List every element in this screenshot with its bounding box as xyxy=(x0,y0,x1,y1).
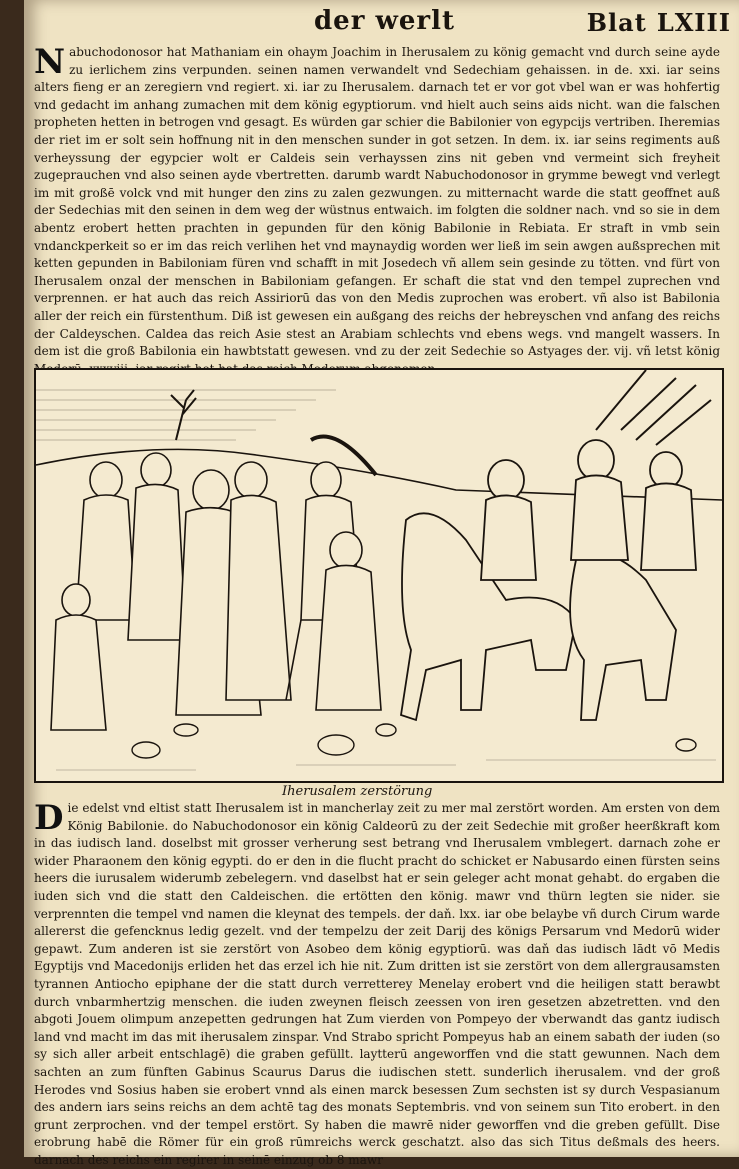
bottom-body-text: ie edelst vnd eltist statt Iherusalem ist in mancherlay zeit zu mer mal zerstört worden. Am ersten von dem König Babilonie. do Nabuchodonosor ein könig Caldeorū zu der zeit Sedechie mit großer heerßkraft kom in das iudisch land. doselbst mit grosser verherung sest betrang vnd Iherusalem vmblegert. darnach zohe er wider Pharaonem den könig egypti. do er den in die flucht pracht do schicket er Nabusardo einen fürsten seins heers die iurusalem widerumb zebelegern. vnd daselbst hat er sein geleger acht monat gehabt. do ergaben die iuden sich vnd die statt den Caldeischen. die ertötten den könig. mawr vnd thürn legten sie nider. sie verprennten die tempel vnd namen die kleynat des tempels. der daň. lxx. iar obe belaybe vñ durch Cirum warde allererst die gefencknus ledig gezelt. vnd der tempelzu der zeit Darij des königs Persarum vnd Medorū wider gepawt. Zum anderen ist sie zerstört von Asobeo dem könig egyptiorū. was daň das iudisch lādt vō Medis Egyptijs vnd Macedonijs erliden het das erzel ich hie nit. Zum dritten ist sie zerstört von dem allergrausamsten tyrannen Antiocho epiphane der die statt durch verretterey Menelay erobert vnd die heiligen statt berawbt durch vnbarmhertzig menschen. die iuden zweynen fleisch zeessen von iren gesetzen abzetretten. vnd den abgoti Jouem olimpum anzepetten gedrungen hat Zum vierden von Pompeyo der vberwandt das gantz iudisch land vnd macht im das mit iherusalem zinspar. Vnd Strabo spricht Pompeyus hab an einem sabath der iuden (so sy sich aller arbeit entschlagē) die graben gefüllt. laytterū angeworffen vnd die statt gewunnen. Nach dem sachten an zum fünften Gabinus Scaurus Darus die iudischen stett. sunderlich iherusalem. vnd der groß Herodes vnd Sosius haben sie erobert vnnd als einen marck besessen Zum sechsten ist sy durch Vespasianum des andern iars seins reichs an dem achtē tag des monats Septembris. vnd von seinem sun Tito erobert. in den grunt zerprochen. vnd der tempel erstört. Sy haben die mawrē nider geworffen vnd die greben gefüllt. Dise erobrung habē die Römer für ein groß rūmreichs werck geschatzt. also das sich Titus deßmals des heers. darnach des reichs ein regirer in seinē einzug ob 8 mawr xyxy=(34,801,720,1167)
bottom-text-block xyxy=(34,798,720,1167)
folio-number: LXIII xyxy=(656,8,731,37)
crowd-figures xyxy=(51,453,291,730)
running-head xyxy=(24,6,739,40)
tree-drawing xyxy=(171,390,196,440)
woodcut-caption: Iherusalem zerstörung xyxy=(282,784,433,799)
folio xyxy=(577,8,731,37)
drop-initial: N xyxy=(34,42,66,82)
horses-and-riders xyxy=(401,440,696,720)
ground-stones xyxy=(132,724,696,758)
book-page xyxy=(24,0,739,1167)
top-body-text: abuchodonosor hat Mathaniam ein ohaym Joachim in Iherusalem zu könig gemacht vnd durch seine ayde zu ierlichem zins verpunden. seinen namen verwandelt vnd Sedechiam gehaissen. in de. xxi. iar seins alters fieng er an zeregiern vnd regiert. xi. iar zu Iherusalem. darnach tet er vor got vbel wan er was hohfertig vnd gedacht im anhang zumachen mit dem könig egyptiorum. vnd hielt auch seins aids nicht. wan die falschen propheten hetten in betrogen vnd gesagt. Es würden gar schier die Babilonier von egypcijs vertriben. Iheremias der riet im er solt sein hoffnung nit in den menschen sunder in got setzen. In dem. ix. iar seins regiments auß verheyssung der egypcier wolt er Caldeis sein verhayssen zins nit geben vnd vermeint sich freyheit zugeprauchen vnd also seinen ayde vbertretten. darumb wardt Nabuchodonosor in grymme bewegt vnd verlegt im mit großē volck vnd mit hunger den zins zu zalen gezwungen. zu mitternacht warde die statt geoffnet auß der Sedechias mit den seinen in dem weg der wüstnus entwaich. im folgten die soldner nach. vnd so sie in dem abentz erobert hetten prachten in gepunden für den könig Babilonie in Rebiata. Er straft in vmb sein vndanckperkeit so er im das reich verlihen het vnd maynaydig worden wer ließ im sein awgen außsprechen mit ketten gepunden in Babiloniam füren vnd schafft in mit Josedech vñ allem sein gesinde zu tötten. vnd fürt von Iherusalem onzal der menschen in Babiloniam gefangen. Er schaft die stat vnd den tempel zuprechen vnd verprennen. er hat auch das reich Assiriorū das von den Medis zuprochen was erobert. vñ also ist Babilonia aller der reich ein fürstenthum. Diß ist gewesen ein außgang des reichs der hebreyschen vnd anfang des reichs der Caldeyschen. Caldea das reich Asie stest an Arabiam schlechts vnd ebens wegs. vnd mangelt wassers. In dem ist die groß Babilonia ein hawbtstatt gewesen. vnd zu der zeit Sedechie so Astyages der. vij. vñ letst könig xyxy=(34,45,720,359)
woodcut-scene xyxy=(36,370,722,781)
drop-initial: D xyxy=(34,798,64,838)
page-header-title: der werlt xyxy=(314,6,455,36)
woodcut-illustration xyxy=(34,368,724,783)
top-text-block xyxy=(34,44,720,366)
ground-hatching xyxy=(56,760,716,770)
spears xyxy=(596,370,711,445)
folio-word: Blat xyxy=(586,8,647,37)
sky-hatching xyxy=(36,390,336,440)
